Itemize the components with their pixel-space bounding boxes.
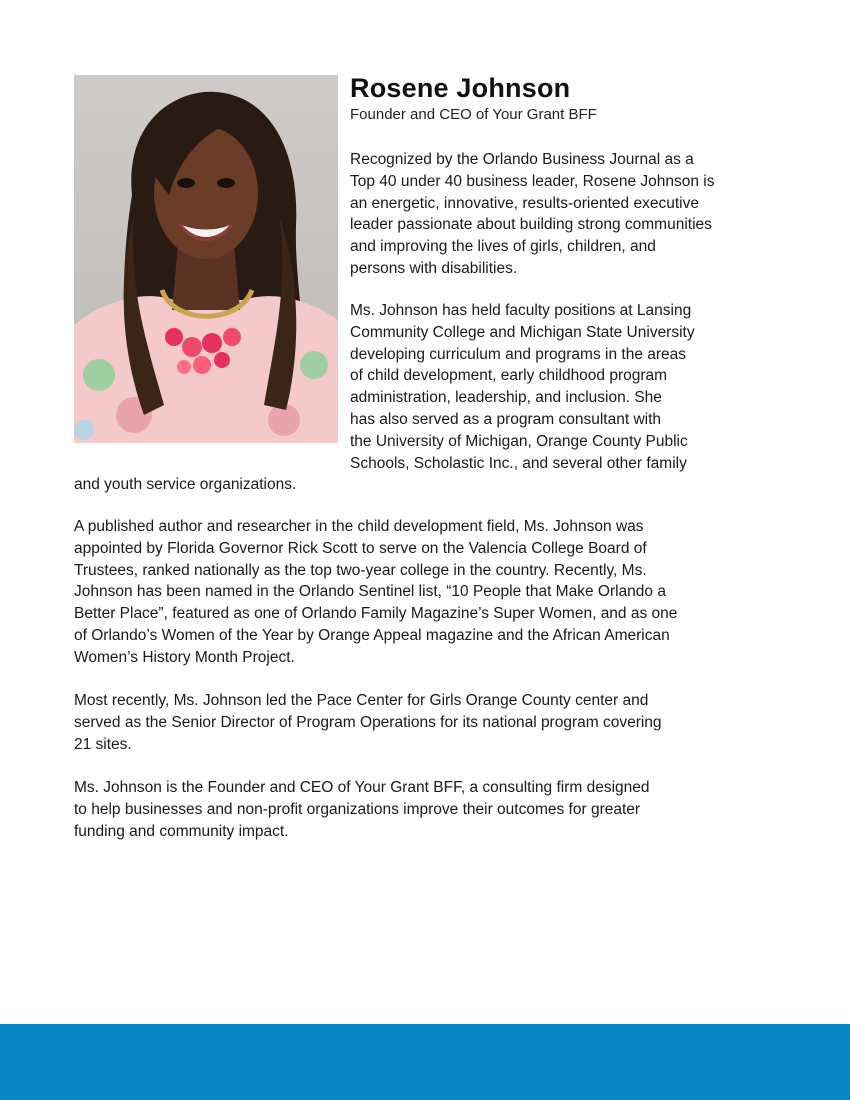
bio-line: Most recently, Ms. Johnson led the Pace Center for Girls Orange County center and — [74, 692, 649, 709]
bio-line: funding and community impact. — [74, 822, 289, 840]
bio-line: served as the Senior Director of Program Operations for its national program covering — [74, 713, 662, 731]
bio-line: has also served as a program consultant with — [350, 410, 662, 428]
bio-line: Ms. Johnson is the Founder and CEO of Your Grant BFF, a consulting firm designed — [74, 779, 650, 796]
bio-line: Trustees, ranked nationally as the top two-year college in the country. Recently, Ms. — [74, 561, 647, 579]
bio-line: Top 40 under 40 business leader, Rosene Johnson is — [350, 172, 715, 190]
bio-line: Women’s History Month Project. — [74, 648, 295, 666]
bio-paragraph-1 — [350, 149, 715, 280]
bio-line: Recognized by the Orlando Business Journal as a — [350, 151, 694, 168]
bio-line: Community College and Michigan State University — [350, 323, 695, 341]
bio-paragraph-3 — [74, 516, 677, 669]
bio-line: Schools, Scholastic Inc., and several other family — [350, 454, 687, 472]
bio-line: A published author and researcher in the child development field, Ms. Johnson was — [74, 518, 644, 535]
bio-line: Ms. Johnson has held faculty positions at Lansing — [350, 302, 692, 319]
bio-line: to help businesses and non-profit organizations improve their outcomes for greater — [74, 800, 641, 818]
bio-line: Better Place”, featured as one of Orlando Family Magazine’s Super Women, and as one — [74, 605, 678, 623]
bio-line: of Orlando’s Women of the Year by Orange Appeal magazine and the African American — [74, 626, 670, 644]
bio-line: of child development, early childhood program — [350, 367, 668, 385]
bio-line: 21 sites. — [74, 735, 132, 753]
profile-title: Founder and CEO of Your Grant BFF — [350, 106, 597, 123]
bio-line: an energetic, innovative, results-oriented executive — [350, 194, 699, 212]
bio-line: administration, leadership, and inclusion. She — [350, 389, 662, 407]
bio-line: persons with disabilities. — [350, 259, 518, 277]
bio-paragraph-2 — [74, 300, 695, 496]
profile-name: Rosene Johnson — [350, 73, 571, 103]
bio-paragraph-5 — [74, 777, 650, 842]
bio-line: appointed by Florida Governor Rick Scott to serve on the Valencia College Board of — [74, 539, 647, 557]
bio-line: the University of Michigan, Orange County Public — [350, 432, 688, 450]
bio-line: and youth service organizations. — [74, 476, 297, 494]
bio-line: developing curriculum and programs in the areas — [350, 345, 687, 363]
bio-line: Johnson has been named in the Orlando Sentinel list, “10 People that Make Orlando a — [74, 583, 666, 601]
bio-line: leader passionate about building strong communities — [350, 216, 712, 234]
bio-line: and improving the lives of girls, children, and — [350, 238, 656, 256]
footer-bar — [0, 1024, 850, 1100]
bio-paragraph-4 — [74, 690, 662, 755]
